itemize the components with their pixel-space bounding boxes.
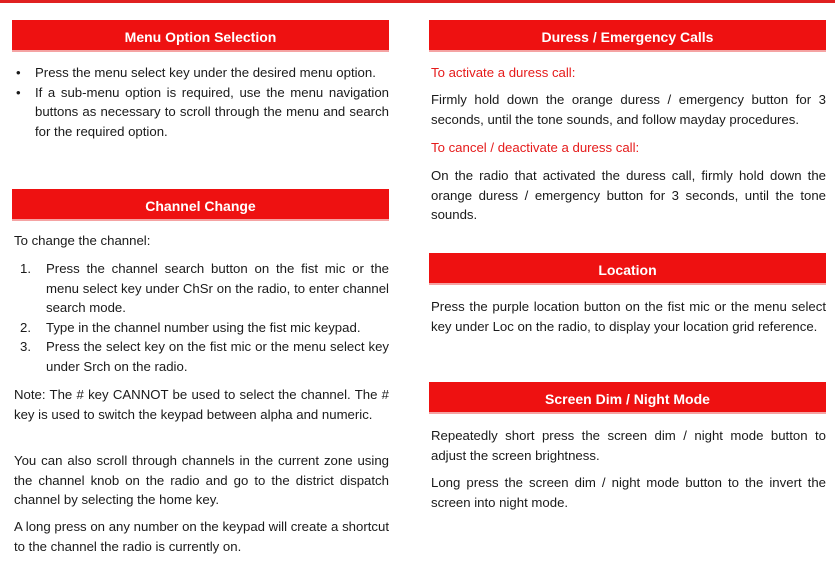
step-text: Type in the channel number using the fist mic keypad. [46,319,361,335]
bullet-item: • Press the menu select key under the desired menu option. [14,63,389,83]
step-text: Press the channel search button on the fist mic or the menu select key under ChSr on the radio, to enter channel search mode. [46,261,389,316]
step-number: 2. [20,319,31,335]
channel-note: Note: The # key CANNOT be used to select the channel. The # key is used to switch the keypad between alpha and numeric. [14,387,389,422]
channel-long-press-paragraph: A long press on any number on the keypad will create a shortcut to the channel the radio is currently on. [14,519,389,554]
screen-dim-short-press-text: Repeatedly short press the screen dim / night mode button to adjust the screen brightness. [431,428,826,463]
menu-option-selection-heading: Menu Option Selection [12,20,389,52]
channel-scroll-paragraph: You can also scroll through channels in the current zone using the channel knob on the radio and go to the district dispatch channel by selecting the home key. [14,453,389,508]
top-rule [0,0,835,3]
duress-activate-text: Firmly hold down the orange duress / emergency button for 3 seconds, until the tone sounds, and follow mayday procedures. [431,92,826,127]
channel-change-heading: Channel Change [12,189,389,221]
duress-emergency-heading: Duress / Emergency Calls [429,20,826,52]
step-number: 3. [20,339,31,355]
step-item [14,318,389,338]
step-item [14,337,389,376]
menu-option-bullets [14,63,389,141]
step-number: 1. [20,261,31,276]
location-text: Press the purple location button on the fist mic or the menu select key under Loc on the radio, to display your location grid reference. [431,299,826,334]
bullet-item: • If a sub-menu option is required, use the menu navigation buttons as necessary to scroll through the menu and search for the required option. [14,83,389,142]
channel-intro: To change the channel: [14,233,151,248]
duress-cancel-text: On the radio that activated the duress call, firmly hold down the orange duress / emergency button for 3 seconds, until the tone sounds. [431,168,826,223]
step-text: Press the select key on the fist mic or the menu select key under Srch on the radio. [46,339,389,374]
location-heading: Location [429,253,826,285]
channel-steps-list [14,259,389,377]
duress-cancel-label: To cancel / deactivate a duress call: [431,140,640,155]
screen-dim-night-mode-heading: Screen Dim / Night Mode [429,382,826,414]
step-item [14,259,389,318]
screen-dim-long-press-text: Long press the screen dim / night mode button to the invert the screen into night mode. [431,475,826,510]
duress-activate-label: To activate a duress call: [431,65,576,80]
